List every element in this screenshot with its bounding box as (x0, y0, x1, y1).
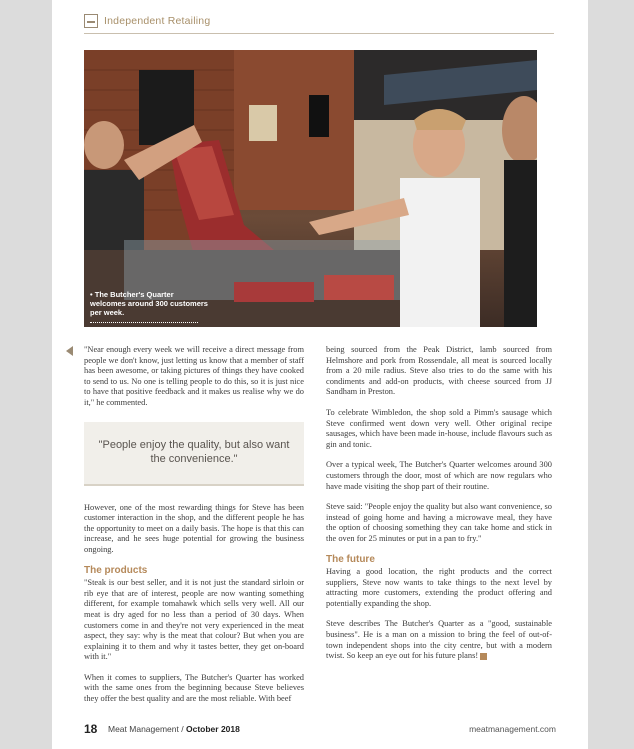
caption-text: The Butcher's Quarter welcomes around 300 customers per week. (90, 290, 208, 317)
article-paragraph: Over a typical week, The Butcher's Quarter welcomes around 300 customers through the door, most of which are now regulars who have made visiting the shop part of their routine. (326, 460, 552, 491)
article-paragraph: To celebrate Wimbledon, the shop sold a Pimm's sausage which Steve confirmed went down very well. Other original recipe sausages, which have been made in-house, include flavours such as gin and tonic. (326, 407, 552, 449)
publication-separator: / (181, 724, 184, 734)
issue-date: October 2018 (186, 724, 240, 734)
article-column-right (326, 345, 552, 672)
article-paragraph: "Near enough every week we will receive a direct message from people we don't know, just letting us know that a member of staff has been awesome, or taking pictures of things they have cooked to send to us. No one is telling people to do this, so it is just nice to have that positive feedback and it makes us realise why we do it," he commented. (84, 345, 304, 407)
article-paragraph (326, 619, 552, 661)
subheading-future: The future (326, 553, 375, 565)
caption-bullet: • (90, 290, 93, 299)
section-title: Independent Retailing (104, 15, 211, 27)
article-paragraph: "Steak is our best seller, and it is not just the standard sirloin or rib eye that are of interest, people are now wanting something different, for example tomahawk which sells very well. All our meat is dry aged for no less than a period of 30 days. When customers come in and they're not very experienced in the meat aspect, they say: why is the meat that colour? But when you are explaining it to them and why it tastes better, they get on-board with it." (84, 578, 304, 662)
caption-underline (90, 322, 198, 323)
section-square-icon (84, 14, 98, 28)
subheading-products: The products (84, 564, 148, 576)
section-header (84, 14, 210, 28)
butcher-shop-photo (84, 50, 537, 327)
closing-paragraph: Steve describes The Butcher's Quarter as a "good, sustainable business". He is a man on a mission to bring the feel of out-of-town independent shops into the city centre, but with a modern twist. So keep an eye out for his future plans! (326, 619, 552, 661)
pull-quote-box (84, 422, 304, 486)
article-paragraph: However, one of the most rewarding things for Steve has been customer interaction in the shop, and the different people he has the opportunity to meet on a daily basis. The hope is that this can increase, and he sees huge potential for growing the business ongoing. (84, 502, 304, 554)
page-footer (84, 722, 556, 738)
page-number: 18 (84, 722, 98, 736)
section-divider (84, 33, 554, 34)
publication-info (108, 724, 240, 734)
end-of-article-icon (480, 653, 487, 660)
previous-page-arrow-icon[interactable] (66, 346, 73, 356)
article-paragraph: Steve said: "People enjoy the quality but also want convenience, so instead of going home and having a microwave meal, they have the option of choosing something they can take home and stick in the oven for 25 minutes or put in a pan to fry." (326, 502, 552, 543)
article-paragraph: When it comes to suppliers, The Butcher's Quarter has worked with the same ones from the beginning because Steve believes they offer the best quality and are the most reliable. With beef (84, 672, 304, 704)
magazine-page (52, 0, 588, 749)
photo-illustration (84, 50, 537, 327)
pull-quote: "People enjoy the quality, but also want the convenience." (98, 439, 290, 465)
publication-name: Meat Management (108, 724, 179, 734)
article-paragraph: Having a good location, the right products and the correct suppliers, Steve now wants to take things to the next level by attracting more customers, extending the product offering and potentially expanding the shop. (326, 567, 552, 608)
website-url[interactable]: meatmanagement.com (469, 724, 556, 734)
article-paragraph: being sourced from the Peak District, lamb sourced from Helmshore and pork from Rossendale, all meat is sourced locally from a 20 mile radius. Steve also tries to do the same with his condiments and add-on products, with cheese sourced from JJ Sandham in Preston. (326, 345, 552, 397)
photo-caption (90, 290, 210, 317)
article-column-left (84, 345, 304, 715)
